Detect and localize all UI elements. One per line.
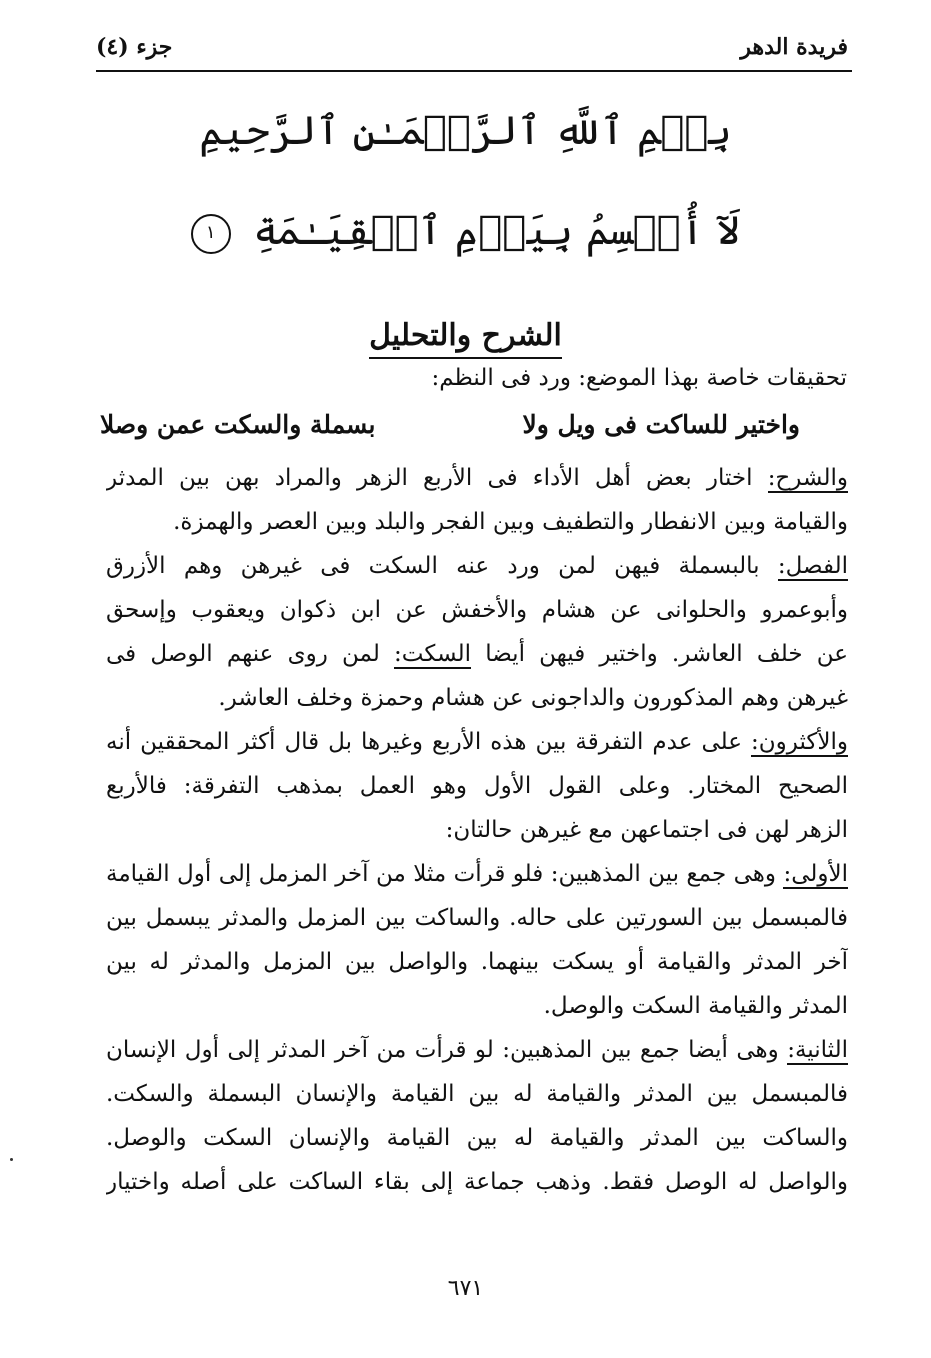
body-line: فالمبسمل بين المدثر والقيامة له بين القيامة والإنسان البسملة والسكت. — [106, 1081, 848, 1107]
quran-verse — [0, 208, 931, 254]
line-text: عن خلف العاشر. واختير فيهن أيضا — [471, 641, 848, 667]
line-text: وهى أيضا جمع بين المذهبين: لو قرأت من آخر المدثر إلى أول الإنسان — [106, 1037, 788, 1063]
body-line — [106, 1028, 848, 1072]
body-line: آخر المدثر والقيامة أو يسكت بينهما. والواصل بين المزمل والمدثر له بين — [106, 949, 848, 975]
keyword: والشرح: — [767, 465, 848, 491]
keyword: السكت: — [394, 641, 471, 667]
line-text: بالبسملة فيهن لمن ورد عنه السكت فى غيرهن وهم الأزرق — [106, 553, 778, 579]
line-text: على عدم التفرقة بين هذه الأربع وغيرها بل قال أكثر المحققين أنه — [106, 729, 752, 755]
keyword: الفصل: — [777, 553, 848, 579]
section-title — [0, 318, 931, 353]
verse-text: لَآ أُقۡسِمُ بِيَوۡمِ ٱلۡقِيَـٰمَةِ — [253, 208, 741, 254]
intro-line: تحقيقات خاصة بهذا الموضع: ورد فى النظم: — [431, 365, 847, 391]
body-line — [106, 456, 848, 500]
body-line: المدثر والقيامة السكت والوصل. — [543, 993, 848, 1019]
scan-speck — [10, 1158, 13, 1161]
poem-hemistich-second: بسملة والسكت عمن وصلا — [100, 410, 376, 439]
body-line: والساكت بين المدثر والقيامة له بين القيامة والإنسان السكت والوصل. — [106, 1125, 848, 1151]
body-line: الزهر لهن فى اجتماعهن مع غيرهن حالتان: — [445, 817, 848, 843]
poem-hemistich-first: واختير للساكت فى ويل ولا — [522, 410, 800, 439]
header-rule — [96, 70, 852, 72]
body-line — [106, 632, 848, 676]
poem-verse — [100, 410, 800, 450]
body-line — [106, 852, 848, 896]
keyword: والأكثرون: — [751, 729, 848, 755]
line-text: لمن روى عنهم الوصل فى — [106, 641, 395, 667]
book-title: فريدة الدهر — [740, 34, 848, 60]
page-number: ٦٧١ — [447, 1276, 484, 1301]
keyword: الأولى: — [783, 861, 848, 887]
body-line: والواصل له الوصل فقط. وذهب جماعة إلى بقاء الساكت على أصله واختيار — [106, 1169, 848, 1195]
running-header — [96, 30, 848, 70]
body-line — [106, 720, 848, 764]
section-title-text: الشرح والتحليل — [369, 318, 562, 359]
body-line: غيرهن وهم المذكورون والداجونى عن هشام وحمزة وخلف العاشر. — [218, 685, 848, 711]
body-text — [106, 456, 848, 1204]
body-line: فالمبسمل بين السورتين على حاله. والساكت بين المزمل والمدثر يبسمل بين — [106, 905, 848, 931]
line-text: وهى جمع بين المذهبين: فلو قرأت مثلا من آخر المزمل إلى أول القيامة — [106, 861, 784, 887]
part-number: جزء (٤) — [96, 34, 173, 60]
basmala: بِسۡمِ ٱللَّهِ ٱلرَّحۡمَـٰنِ ٱلرَّحِيمِ — [199, 108, 732, 154]
verse-number-marker: ١ — [191, 214, 231, 254]
body-line: الصحيح المختار. وعلى القول الأول وهو العمل بمذهب التفرقة: فالأربع — [106, 773, 848, 799]
body-line — [106, 544, 848, 588]
keyword: الثانية: — [787, 1037, 848, 1063]
body-line: والقيامة وبين الانفطار والتطفيف وبين الفجر والبلد وبين العصر والهمزة. — [173, 509, 848, 535]
body-line: وأبوعمرو والحلوانى عن هشام والأخفش عن ابن ذكوان ويعقوب وإسحق — [106, 597, 848, 623]
line-text: اختار بعض أهل الأداء فى الأربع الزهر والمراد بهن بين المدثر — [106, 465, 768, 491]
